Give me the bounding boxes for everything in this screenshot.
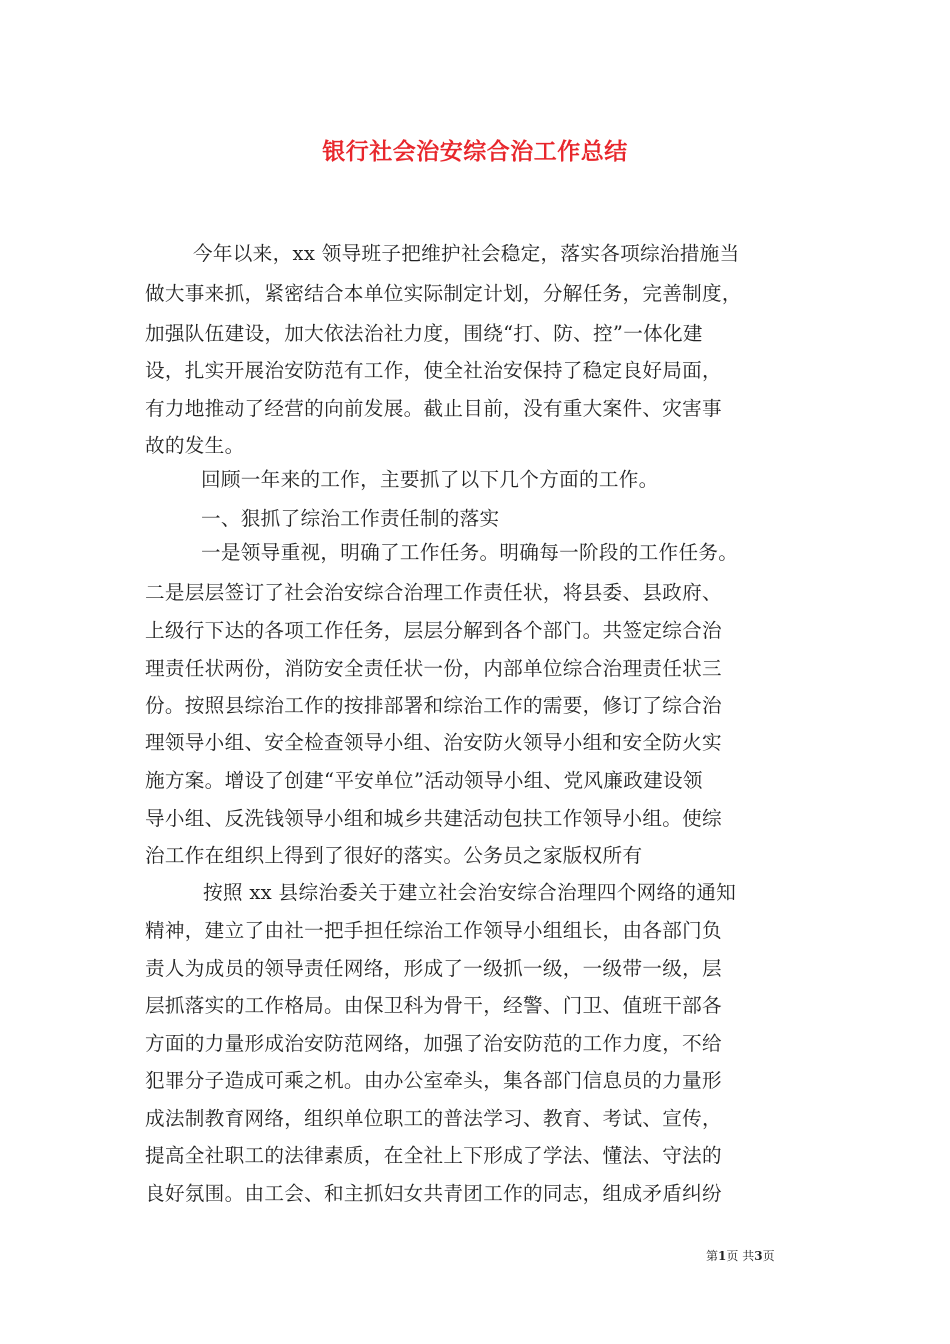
paragraph-line: 精神，建立了由社一把手担任综治工作领导小组组长，由各部门负 (145, 919, 722, 942)
paragraph-line: 责人为成员的领导责任网络，形成了一级抓一级，一级带一级，层 (145, 957, 722, 980)
paragraph-line: 施方案。增设了创建“平安单位”活动领导小组、党风廉政建设领 (145, 769, 703, 792)
footer-current-page: 1 (718, 1249, 727, 1263)
paragraph-line: 做大事来抓，紧密结合本单位实际制定计划，分解任务，完善制度， (145, 282, 742, 305)
paragraph-line: 二是层层签订了社会治安综合治理工作责任状，将县委、县政府、 (145, 581, 722, 604)
paragraph-line: 成法制教育网络，组织单位职工的普法学习、教育、考试、宣传， (145, 1107, 722, 1130)
footer-total-pages: 3 (754, 1249, 763, 1263)
paragraph-line: 设，扎实开展治安防范有工作，使全社治安保持了稳定良好局面， (145, 359, 722, 382)
paragraph-line: 一是领导重视，明确了工作任务。明确每一阶段的工作任务。 (201, 541, 739, 564)
paragraph-line: 份。按照县综治工作的按排部署和综治工作的需要，修订了综合治 (145, 694, 722, 717)
section-heading: 一、狠抓了综治工作责任制的落实 (201, 507, 500, 530)
paragraph-line: 故的发生。 (145, 434, 245, 457)
paragraph-line: 犯罪分子造成可乘之机。由办公室牵头，集各部门信息员的力量形 (145, 1069, 722, 1092)
paragraph-line: 方面的力量形成治安防范网络，加强了治安防范的工作力度，不给 (145, 1032, 722, 1055)
paragraph-line: 加强队伍建设，加大依法治社力度，围绕“打、防、控”一体化建 (145, 322, 703, 345)
paragraph-line: 理责任状两份，消防安全责任状一份，内部单位综合治理责任状三 (145, 657, 722, 680)
paragraph-line: 良好氛围。由工会、和主抓妇女共青团工作的同志，组成矛盾纠纷 (145, 1182, 722, 1205)
footer-prefix: 第 (706, 1249, 719, 1263)
footer-middle: 页 共 (726, 1249, 755, 1263)
paragraph-line: 导小组、反洗钱领导小组和城乡共建活动包扶工作领导小组。使综 (145, 807, 722, 830)
document-title: 银行社会治安综合治工作总结 (322, 138, 628, 165)
paragraph-line: 提高全社职工的法律素质，在全社上下形成了学法、懂法、守法的 (145, 1144, 722, 1167)
paragraph-line: 上级行下达的各项工作任务，层层分解到各个部门。共签定综合治 (145, 619, 722, 642)
paragraph-line: 回顾一年来的工作，主要抓了以下几个方面的工作。 (201, 468, 659, 491)
paragraph-line: 按照 xx 县综治委关于建立社会治安综合治理四个网络的通知 (203, 881, 737, 904)
paragraph-line: 层抓落实的工作格局。由保卫科为骨干，经警、门卫、值班干部各 (145, 994, 722, 1017)
page-number-footer (706, 1247, 775, 1264)
paragraph-line: 理领导小组、安全检查领导小组、治安防火领导小组和安全防火实 (145, 731, 722, 754)
footer-suffix: 页 (762, 1249, 775, 1263)
paragraph-line: 有力地推动了经营的向前发展。截止目前，没有重大案件、灾害事 (145, 397, 722, 420)
paragraph-line: 治工作在组织上得到了很好的落实。公务员之家版权所有 (145, 844, 643, 867)
paragraph-line: 今年以来，xx 领导班子把维护社会稳定，落实各项综治措施当 (193, 242, 740, 265)
